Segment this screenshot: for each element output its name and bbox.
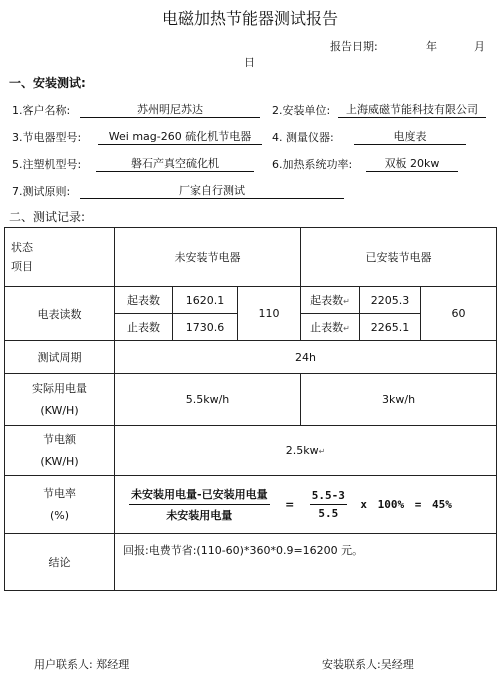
power-value: 双板 20kw [366, 155, 458, 172]
state-label: 状态 [11, 241, 33, 254]
conclusion-value: 回报:电费节省:(110-60)*360*0.9=16200 元。 [115, 534, 497, 591]
after-start-label [301, 287, 360, 314]
after-end-value: 2265.1 [360, 314, 421, 341]
formula-fraction [129, 486, 270, 523]
calc-result: x 100% = 45% [360, 498, 452, 511]
before-start-label: 起表数 [115, 287, 173, 314]
model-label: 3.节电器型号: [12, 131, 82, 144]
meter-label: 电表读数 [5, 287, 115, 341]
calc-fraction [310, 489, 347, 520]
before-end-value: 1730.6 [173, 314, 238, 341]
state-item-header [5, 228, 115, 287]
power-label: 6.加热系统功率: [272, 158, 353, 171]
section-test-record: 二、测试记录: [9, 210, 86, 224]
test-record-table [4, 227, 497, 591]
saving-label: 节电额 [43, 432, 76, 446]
customer-label: 1.客户名称: [12, 104, 71, 117]
item-label: 项目 [11, 260, 33, 273]
before-start-value: 1620.1 [173, 287, 238, 314]
saving-value: 2.5kw [285, 444, 319, 457]
molding-label: 5.注塑机型号: [12, 158, 82, 171]
rate-formula [115, 476, 497, 534]
after-start-label-text: 起表数 [310, 294, 344, 307]
molding-value: 磐石产真空硫化机 [96, 155, 254, 172]
usage-unit: (KW/H) [40, 403, 79, 417]
return-mark-icon: ↵ [343, 297, 350, 306]
saving-unit: (KW/H) [40, 454, 79, 468]
period-value: 24h [115, 341, 497, 374]
after-start-value: 2205.3 [360, 287, 421, 314]
model-value: Wei mag-260 硫化机节电器 [98, 128, 262, 145]
conclusion-label: 结论 [5, 534, 115, 591]
col-after: 已安装节电器 [301, 228, 497, 287]
usage-label: 实际用电量 [32, 381, 87, 395]
customer-value: 苏州明尼苏达 [80, 101, 260, 118]
section-install-test: 一、安装测试: [9, 76, 86, 90]
installer-label: 2.安装单位: [272, 104, 331, 117]
rate-label: 节电率 [43, 486, 76, 500]
after-end-label-text: 止表数 [310, 321, 344, 334]
year-label: 年 [426, 40, 437, 53]
installer-value: 上海威磁节能科技有限公司 [338, 101, 486, 118]
after-diff: 60 [421, 287, 497, 341]
install-contact: 安装联系人:吴经理 [322, 658, 414, 671]
after-end-label [301, 314, 360, 341]
return-mark-icon: ↵ [343, 324, 350, 333]
report-date-label: 报告日期: [330, 40, 378, 53]
before-end-label: 止表数 [115, 314, 173, 341]
calc-denominator: 5.5 [318, 507, 339, 520]
month-label: 月 [474, 40, 485, 53]
saving-value-cell [115, 426, 497, 476]
principle-value: 厂家自行测试 [80, 182, 344, 199]
col-before: 未安装节电器 [115, 228, 301, 287]
rate-label-cell [5, 476, 115, 534]
formula-numerator: 未安装用电量-已安装用电量 [129, 486, 270, 505]
usage-before: 5.5kw/h [115, 374, 301, 426]
formula-equals: = [285, 498, 295, 511]
user-contact: 用户联系人: 郑经理 [34, 658, 130, 671]
principle-label: 7.测试原则: [12, 185, 71, 198]
day-label: 日 [244, 56, 255, 69]
calc-numerator: 5.5-3 [310, 489, 347, 505]
before-diff: 110 [238, 287, 301, 341]
page-title: 电磁加热节能器测试报告 [161, 9, 338, 28]
instrument-value: 电度表 [354, 128, 466, 145]
instrument-label: 4. 测量仪器: [272, 131, 334, 144]
return-mark-icon: ↵ [318, 447, 326, 456]
usage-label-cell [5, 374, 115, 426]
usage-after: 3kw/h [301, 374, 497, 426]
rate-unit: (%) [49, 508, 70, 522]
saving-label-cell [5, 426, 115, 476]
formula-denominator: 未安装用电量 [166, 509, 233, 522]
period-label: 测试周期 [5, 341, 115, 374]
